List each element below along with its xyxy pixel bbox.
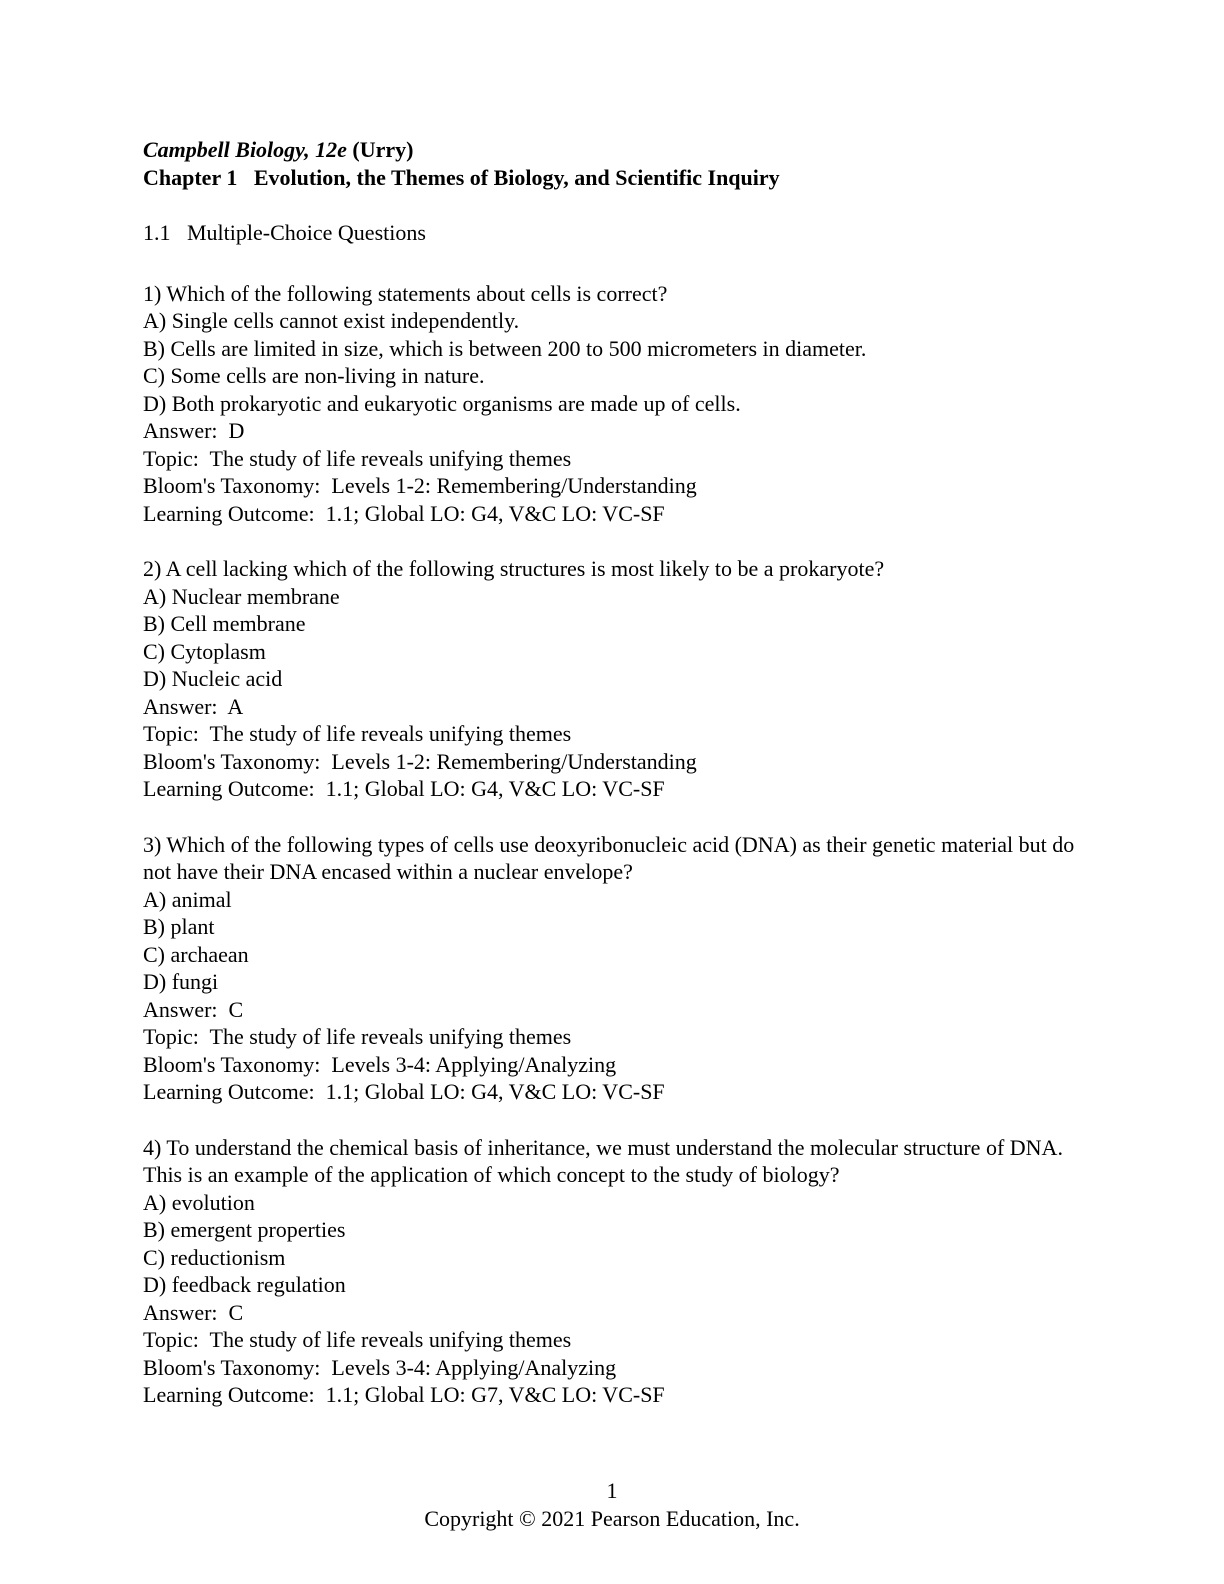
blooms-value: Levels 3-4: Applying/Analyzing — [331, 1051, 617, 1077]
answer-value: D — [228, 418, 245, 443]
question-block-1 — [143, 280, 1094, 528]
answer-choice: D) feedback regulation — [143, 1272, 346, 1297]
answer-value: C — [228, 1299, 244, 1325]
topic-line — [143, 720, 1094, 748]
topic-label: Topic: — [143, 445, 210, 471]
question-stem: 3) Which of the following types of cells use deoxyribonucleic acid (DNA) as their genetic material but do not have their DNA encased within a nuclear envelope? — [143, 831, 1080, 884]
page-footer — [0, 1477, 1224, 1532]
answer-line — [143, 996, 1094, 1024]
book-title-line — [143, 136, 1094, 164]
answer-line — [143, 693, 1094, 721]
answer-line — [143, 417, 1094, 445]
answer-label: Answer: — [143, 1299, 229, 1325]
question-block-3 — [143, 831, 1094, 1106]
answer-choice: A) evolution — [143, 1189, 255, 1215]
outcome-value: 1.1; Global LO: G4, V&C LO: VC-SF — [325, 1079, 665, 1104]
blooms-value: Levels 1-2: Remembering/Understanding — [331, 748, 697, 774]
blooms-line — [143, 748, 1094, 776]
answer-choice: A) animal — [143, 886, 232, 912]
blooms-value: Levels 3-4: Applying/Analyzing — [331, 1354, 617, 1380]
topic-value: The study of life reveals unifying themes — [209, 1327, 572, 1352]
answer-label: Answer: — [143, 693, 228, 719]
answer-choice: D) Both prokaryotic and eukaryotic organisms are made up of cells. — [143, 390, 741, 416]
answer-label: Answer: — [143, 418, 229, 443]
blooms-label: Bloom's Taxonomy: — [143, 748, 332, 774]
outcome-value: 1.1; Global LO: G7, V&C LO: VC-SF — [325, 1382, 665, 1407]
topic-line — [143, 1023, 1094, 1051]
copyright-notice: Copyright © 2021 Pearson Education, Inc. — [424, 1505, 800, 1531]
answer-choice: B) emergent properties — [143, 1217, 346, 1242]
page-number: 1 — [606, 1478, 618, 1503]
topic-line — [143, 445, 1094, 473]
answer-choice: B) Cells are limited in size, which is between 200 to 500 micrometers in diameter. — [143, 335, 867, 361]
topic-label: Topic: — [143, 721, 210, 746]
question-block-2 — [143, 555, 1094, 803]
answer-choice: B) Cell membrane — [143, 611, 306, 636]
answer-choice: C) reductionism — [143, 1244, 286, 1270]
section-heading: 1.1 Multiple-Choice Questions — [143, 220, 426, 245]
topic-line — [143, 1326, 1094, 1354]
blooms-label: Bloom's Taxonomy: — [143, 473, 332, 498]
question-stem: 2) A cell lacking which of the following structures is most likely to be a prokaryote? — [143, 556, 885, 581]
topic-value: The study of life reveals unifying themes — [209, 1024, 572, 1049]
outcome-label: Learning Outcome: — [143, 1079, 326, 1104]
document-header — [143, 136, 1094, 191]
book-title: Campbell Biology, 12e — [143, 137, 347, 162]
answer-choice: B) plant — [143, 914, 215, 939]
book-author: (Urry) — [346, 137, 414, 162]
outcome-line — [143, 500, 1094, 528]
answer-choice: D) fungi — [143, 969, 219, 994]
blooms-line — [143, 1051, 1094, 1079]
topic-label: Topic: — [143, 1024, 210, 1049]
question-stem: 1) Which of the following statements about cells is correct? — [143, 280, 668, 306]
blooms-label: Bloom's Taxonomy: — [143, 1354, 332, 1380]
topic-label: Topic: — [143, 1327, 210, 1352]
answer-choice: C) Cytoplasm — [143, 638, 266, 664]
blooms-label: Bloom's Taxonomy: — [143, 1051, 332, 1077]
blooms-line — [143, 1354, 1094, 1382]
answer-value: A — [227, 693, 244, 719]
answer-choice: A) Single cells cannot exist independently. — [143, 308, 520, 333]
blooms-value: Levels 1-2: Remembering/Understanding — [331, 473, 697, 498]
answer-choice: A) Nuclear membrane — [143, 583, 340, 609]
answer-label: Answer: — [143, 996, 229, 1022]
chapter-heading: Chapter 1 Evolution, the Themes of Biology, and Scientific Inquiry — [143, 164, 780, 190]
answer-choice: C) archaean — [143, 941, 249, 967]
outcome-line — [143, 1078, 1094, 1106]
blooms-line — [143, 472, 1094, 500]
outcome-value: 1.1; Global LO: G4, V&C LO: VC-SF — [325, 776, 665, 801]
outcome-label: Learning Outcome: — [143, 500, 326, 526]
outcome-label: Learning Outcome: — [143, 1382, 326, 1407]
question-stem: 4) To understand the chemical basis of inheritance, we must understand the molecular structure of DNA. This is an example of the application of which concept to the study of biology? — [143, 1134, 1069, 1187]
answer-value: C — [228, 996, 244, 1022]
answer-choice: D) Nucleic acid — [143, 666, 283, 691]
outcome-label: Learning Outcome: — [143, 776, 326, 801]
topic-value: The study of life reveals unifying themes — [209, 721, 572, 746]
outcome-line — [143, 775, 1094, 803]
answer-choice: C) Some cells are non-living in nature. — [143, 363, 485, 388]
outcome-line — [143, 1381, 1094, 1409]
answer-line — [143, 1299, 1094, 1327]
question-block-4 — [143, 1134, 1094, 1409]
outcome-value: 1.1; Global LO: G4, V&C LO: VC-SF — [325, 500, 665, 526]
topic-value: The study of life reveals unifying themes — [209, 445, 572, 471]
